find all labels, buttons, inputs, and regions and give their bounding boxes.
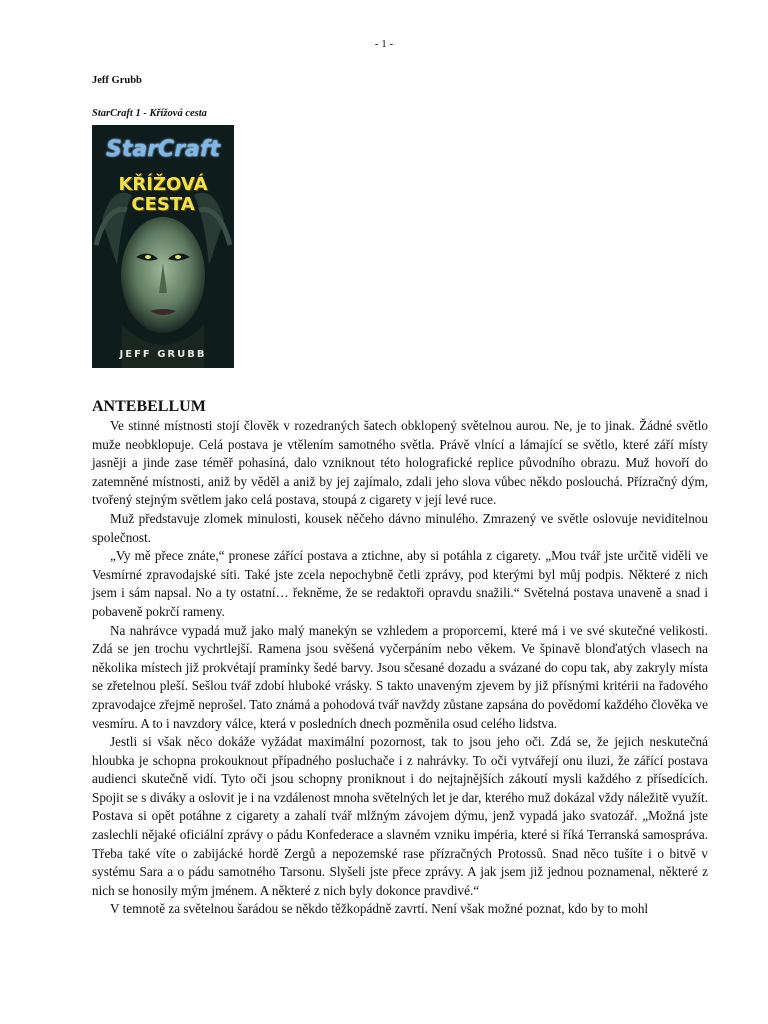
paragraph: V temnotě za světelnou šarádou se někdo těžkopádně zavrtí. Není však možné poznat, kdo by to mohl xyxy=(110,901,649,917)
cover-title xyxy=(92,175,234,215)
author-name: Jeff Grubb xyxy=(92,75,142,86)
paragraph: Na nahrávce vypadá muž jako malý manekýn se vzhledem a proporcemi, které má i ve své skutečné velikosti. Zdá se jen trochu vychrtlejší. Ramena jsou svěšená vyčerpáním nebo věkem. Ve špinavě blonďatých vlasech na několika místech již prokvétají pramínky šedé barvy. Jsou sčesané dozadu a svázané do copu tak, aby zakryly místa se zřetelnou pleší. Sešlou tvář zdobí hluboké vrásky. S takto unaveným zjevem by již přísnými kritérii na řadového zpravodajce zřejmě neprošel. Tato známá a pohodová tvář navždy zůstane zapsána do povědomí každého člověka ve vesmíru. A to i navzdory válce, která v posledních dnech pozměnila osud celého lidstva. xyxy=(92,622,708,731)
section-heading: ANTEBELLUM xyxy=(92,398,206,415)
paragraph: Jestli si však něco dokáže vyžádat maximální pozornost, tak to jsou jeho oči. Zdá se, že jejich neskutečná hloubka je schopna prokouknout případného posluchače i z nahrávky. To oči vytvářejí onu iluzi, že zářící postava audienci skutečně vidí. Tyto oči jsou schopny proniknout i do nejtajnějších zákoutí mysli každého z přísedících. Spojit se s diváky a oslovit je i na vzdálenost mnoha světelných let je dar, kterého muž dokázal vždy náležitě využít. Postava si opět potáhne z cigarety a zahalí tvář mlžným závojem dýmu, jenž vypadá jako svatozář. „Možná jste zaslechli nějaké oficiální zprávy o pádu Konfederace a slavném vzniku impéria, které si říká Terranská samospráva. Třeba také víte o zabijácké hordě Zergů a nepozemské rase přízračných Protossů. Snad něco tušíte i o bitvě v systému Sara a o pádu samotného Tarsonu. Slyšeli jste přece zprávy. A jak jsem již jednou poznamenal, některé z nich se honosily mým jménem. A některé z nich byly dokonce pravdivé.“ xyxy=(92,734,708,898)
paragraph: Ve stinné místnosti stojí člověk v rozedraných šatech obklopený světelnou aurou. Ne, je to jinak. Žádné světlo muže neobklopuje. Celá postava je vtělením samotného světla. Právě vlnící a lámající se světlo, které září místy jasněji a jinde zase téměř pohasíná, dalo vzniknout této holografické replice původního obrazu. Muž hovoří do zatemněné místnosti, aniž by věděl a aniž by jej zajímalo, zdali jeho slova vůbec někdo poslouchá. Přízračný dým, tvořený stejným světlem jako celá postava, stoupá z cigarety v její levé ruce. xyxy=(92,418,708,508)
cover-author: JEFF GRUBB xyxy=(119,349,207,360)
cover-title-line2: CESTA xyxy=(131,194,195,215)
body-text xyxy=(92,417,708,919)
book-subtitle: StarCraft 1 - Křížová cesta xyxy=(92,108,207,119)
cover-title-line1: KŘÍŽOVÁ xyxy=(118,174,208,195)
book-cover-image xyxy=(92,125,234,368)
paragraph: Muž představuje zlomek minulosti, kousek něčeho dávno minulého. Zmrazený ve světle oslovuje neviditelnou společnost. xyxy=(92,510,708,545)
page-number: - 1 - xyxy=(374,38,394,50)
cover-logo: StarCraft xyxy=(106,137,220,162)
paragraph: „Vy mě přece znáte,“ pronese zářící postava a ztichne, aby si potáhla z cigarety. „Mou tvář jste určitě viděli ve Vesmírné zpravodajské síti. Také jste zcela nepochybně četli zprávy, pod kterými byl můj podpis. Některé z nich jsem i sám napsal. No a ty ostatní… řekněme, že se redaktoři opravdu snažili.“ Světelná postava unaveně a snad i pobaveně pokrčí rameny. xyxy=(92,548,708,619)
